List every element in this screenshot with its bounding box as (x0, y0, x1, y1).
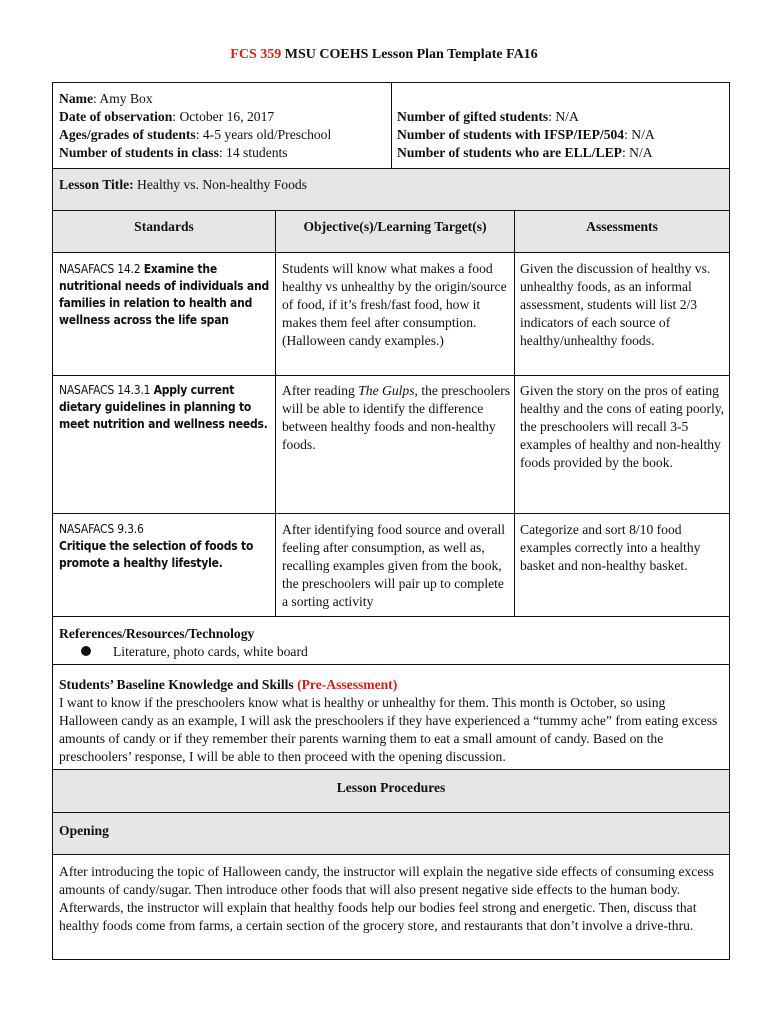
template-title: MSU COEHS Lesson Plan Template FA16 (284, 47, 538, 62)
opening-heading: Opening (59, 823, 109, 838)
objective-cell: Students will know what makes a food healthy vs unhealthy by the origin/source of food, if it’s fresh/fast food, how it makes them feel after consumption. (Halloween candy examples.) (282, 261, 507, 348)
references-item: Literature, photo cards, white board (113, 644, 308, 659)
objectives-header: Objective(s)/Learning Target(s) (303, 219, 487, 234)
standards-header: Standards (134, 219, 194, 234)
baseline-text: I want to know if the preschoolers know what is healthy or unhealthy for them. This month is October, so using Halloween candy as an example, I will ask the preschoolers if they have experienced a “tummy ache” from eating excess amounts of candy or if they remember their parents warning them to eat a small amount of candy. Based on the preschoolers’ response, I will be able to then proceed with the opening discussion. (59, 695, 718, 764)
divider (52, 664, 730, 665)
opening-text: After introducing the topic of Halloween candy, the instructor will explain the negative side effects of consuming excess amounts of candy/sugar. Then introduce other foods that will also present negative side effects to the human body. Afterwards, the instructor will explain that healthy foods help our bodies feel strong and energetic. Then, discuss that healthy foods come from farms, a certain section of the grocery store, and restaurants that don’t involve a drive-thru. (59, 864, 714, 933)
column-divider (514, 210, 515, 616)
standard-code: NASAFACS 14.2 (59, 262, 144, 276)
count-label: Number of students in class (59, 145, 219, 160)
gifted-value: : N/A (548, 109, 579, 124)
standard-text: Critique the selection of foods to promote a healthy lifestyle. (59, 539, 254, 570)
divider (52, 854, 730, 855)
objective-text: , the preschoolers will be able to identify the difference between healthy foods and non-healthy foods. (282, 383, 511, 452)
objective-cell (282, 382, 512, 454)
count-value: : 14 students (218, 145, 288, 160)
teacher-info (59, 90, 389, 162)
bullet-icon (81, 646, 91, 656)
baseline-section (59, 676, 725, 766)
procedures-heading: Lesson Procedures (336, 780, 446, 795)
course-code: FCS 359 (230, 47, 282, 62)
standard-cell (59, 261, 273, 329)
standard-code: NASAFACS 9.3.6 (59, 522, 144, 536)
divider (52, 375, 730, 376)
name-value: : Amy Box (92, 91, 153, 106)
divider (52, 616, 730, 617)
date-label: Date of observation (59, 109, 173, 124)
divider (52, 513, 730, 514)
opening-header-row (53, 813, 729, 854)
book-title: The Gulps (358, 383, 415, 398)
lesson-title-value: Healthy vs. Non-healthy Foods (133, 177, 307, 192)
assessment-cell: Categorize and sort 8/10 food examples correctly into a healthy basket and non-healthy basket. (520, 522, 701, 573)
assessments-header: Assessments (586, 219, 658, 234)
info-divider (391, 82, 392, 168)
assessment-cell: Given the story on the pros of eating healthy and the cons of eating poorly, the preschoolers will recall 3-5 examples of healthy and non-healthy foods provided by the book. (520, 383, 725, 470)
lesson-title-row (53, 169, 729, 210)
references-heading: References/Resources/Technology (59, 626, 255, 641)
student-info (397, 108, 727, 162)
ages-value: : 4-5 years old/Preschool (195, 127, 332, 142)
divider (52, 252, 730, 253)
gifted-label: Number of gifted students (397, 109, 549, 124)
ifsp-value: : N/A (624, 127, 655, 142)
objective-cell: After identifying food source and overall feeling after consumption, as well as, recalling examples given from the book, the preschoolers will pair up to complete a sorting activity (282, 522, 506, 609)
name-label: Name (59, 91, 93, 106)
procedures-header-row (53, 770, 729, 812)
ages-label: Ages/grades of students (59, 127, 196, 142)
ell-label: Number of students who are ELL/LEP (397, 145, 622, 160)
standard-cell (59, 521, 273, 572)
date-value: : October 16, 2017 (172, 109, 275, 124)
standard-text: Apply current dietary guidelines in planning to meet nutrition and wellness needs. (59, 383, 268, 431)
ifsp-label: Number of students with IFSP/IEP/504 (397, 127, 625, 142)
standard-text: Examine the nutritional needs of individuals and families in relation to health and wellness across the life span (59, 262, 270, 327)
baseline-heading: Students’ Baseline Knowledge and Skills (59, 677, 298, 692)
document-title (0, 46, 768, 64)
standard-code: NASAFACS 14.3.1 (59, 383, 154, 397)
lesson-title-label: Lesson Title: (59, 177, 134, 192)
objective-text: After reading (282, 383, 359, 398)
column-divider (275, 210, 276, 616)
assessment-cell: Given the discussion of healthy vs. unhealthy foods, as an informal assessment, students will list 2/3 indicators of each source of healthy/unhealthy foods. (520, 261, 711, 348)
standard-cell (59, 382, 273, 433)
ell-value: : N/A (621, 145, 653, 160)
pre-assessment-tag: (Pre-Assessment) (297, 677, 398, 692)
references-section (59, 625, 724, 661)
